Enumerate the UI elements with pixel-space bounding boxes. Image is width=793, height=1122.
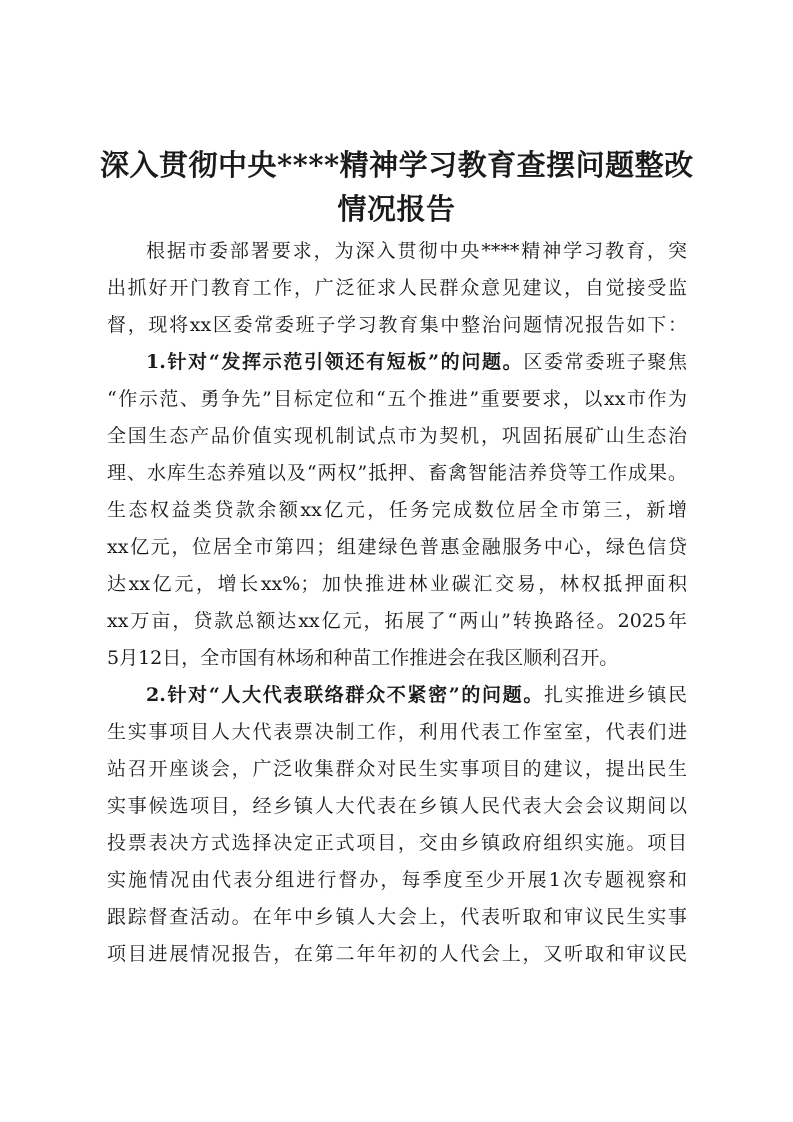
section-1-line: 达xx亿元，增长xx%；加快推进林业碳汇交易，林权抵押面积 — [107, 573, 687, 595]
section-2-line: 项目进展情况报告，在第二年年初的人代会上，又听取和审议民 — [107, 943, 687, 965]
section-1-line: xx万亩，贷款总额达xx亿元，拓展了“两山”转换路径。2025年 — [107, 610, 687, 632]
section-1-line: “作示范、勇争先”目标定位和“五个推进”重要要求，以xx市作为 — [107, 388, 687, 410]
section-2-line: 生实事项目人大代表票决制工作，利用代表工作室室，代表们进 — [107, 721, 687, 743]
section-2-line: 实事候选项目，经乡镇人大代表在乡镇人民代表大会会议期间以 — [107, 795, 687, 817]
section-2-heading: 2.针对“人大代表联络群众不紧密”的问题。 — [146, 684, 544, 706]
section-2-line: 站召开座谈会，广泛收集群众对民生实事项目的建议，提出民生 — [107, 758, 687, 780]
section-2-line: 实施情况由代表分组进行督办，每季度至少开展1次专题视察和 — [107, 869, 687, 891]
document-title-line-1: 深入贯彻中央****精神学习教育查摆问题整改 — [100, 148, 694, 182]
section-1-line: xx亿元，位居全市第四；组建绿色普惠金融服务中心，绿色信贷 — [107, 536, 687, 558]
section-2-line: 投票表决方式选择决定正式项目，交由乡镇政府组织实施。项目 — [107, 832, 687, 854]
section-1-line: 5月12日，全市国有林场和种苗工作推进会在我区顺利召开。 — [107, 647, 619, 669]
intro-line: 出抓好开门教育工作，广泛征求人民群众意见建议，自觉接受监 — [107, 277, 687, 299]
section-1-first-line — [146, 348, 687, 377]
section-2-first-line — [146, 681, 687, 710]
section-1-line: 理、水库生态养殖以及“两权”抵押、畜禽智能洁养贷等工作成果。 — [107, 462, 687, 484]
section-1-heading: 1.针对“发挥示范引领还有短板”的问题。 — [146, 351, 524, 373]
section-1-first-line-text: 区委常委班子聚焦 — [523, 351, 687, 373]
section-2-line: 跟踪督查活动。在年中乡镇人大会上，代表听取和审议民生实事 — [107, 906, 687, 928]
section-2-first-line-text: 扎实推进乡镇民 — [544, 684, 687, 706]
section-1-line: 生态权益类贷款余额xx亿元，任务完成数位居全市第三，新增 — [107, 499, 687, 521]
document-title-line-2: 情况报告 — [337, 192, 456, 226]
section-1-line: 全国生态产品价值实现机制试点市为契机，巩固拓展矿山生态治 — [107, 425, 687, 447]
intro-line: 督，现将xx区委常委班子学习教育集中整治问题情况报告如下： — [107, 314, 687, 336]
intro-line: 根据市委部署要求，为深入贯彻中央****精神学习教育，突 — [146, 240, 687, 262]
